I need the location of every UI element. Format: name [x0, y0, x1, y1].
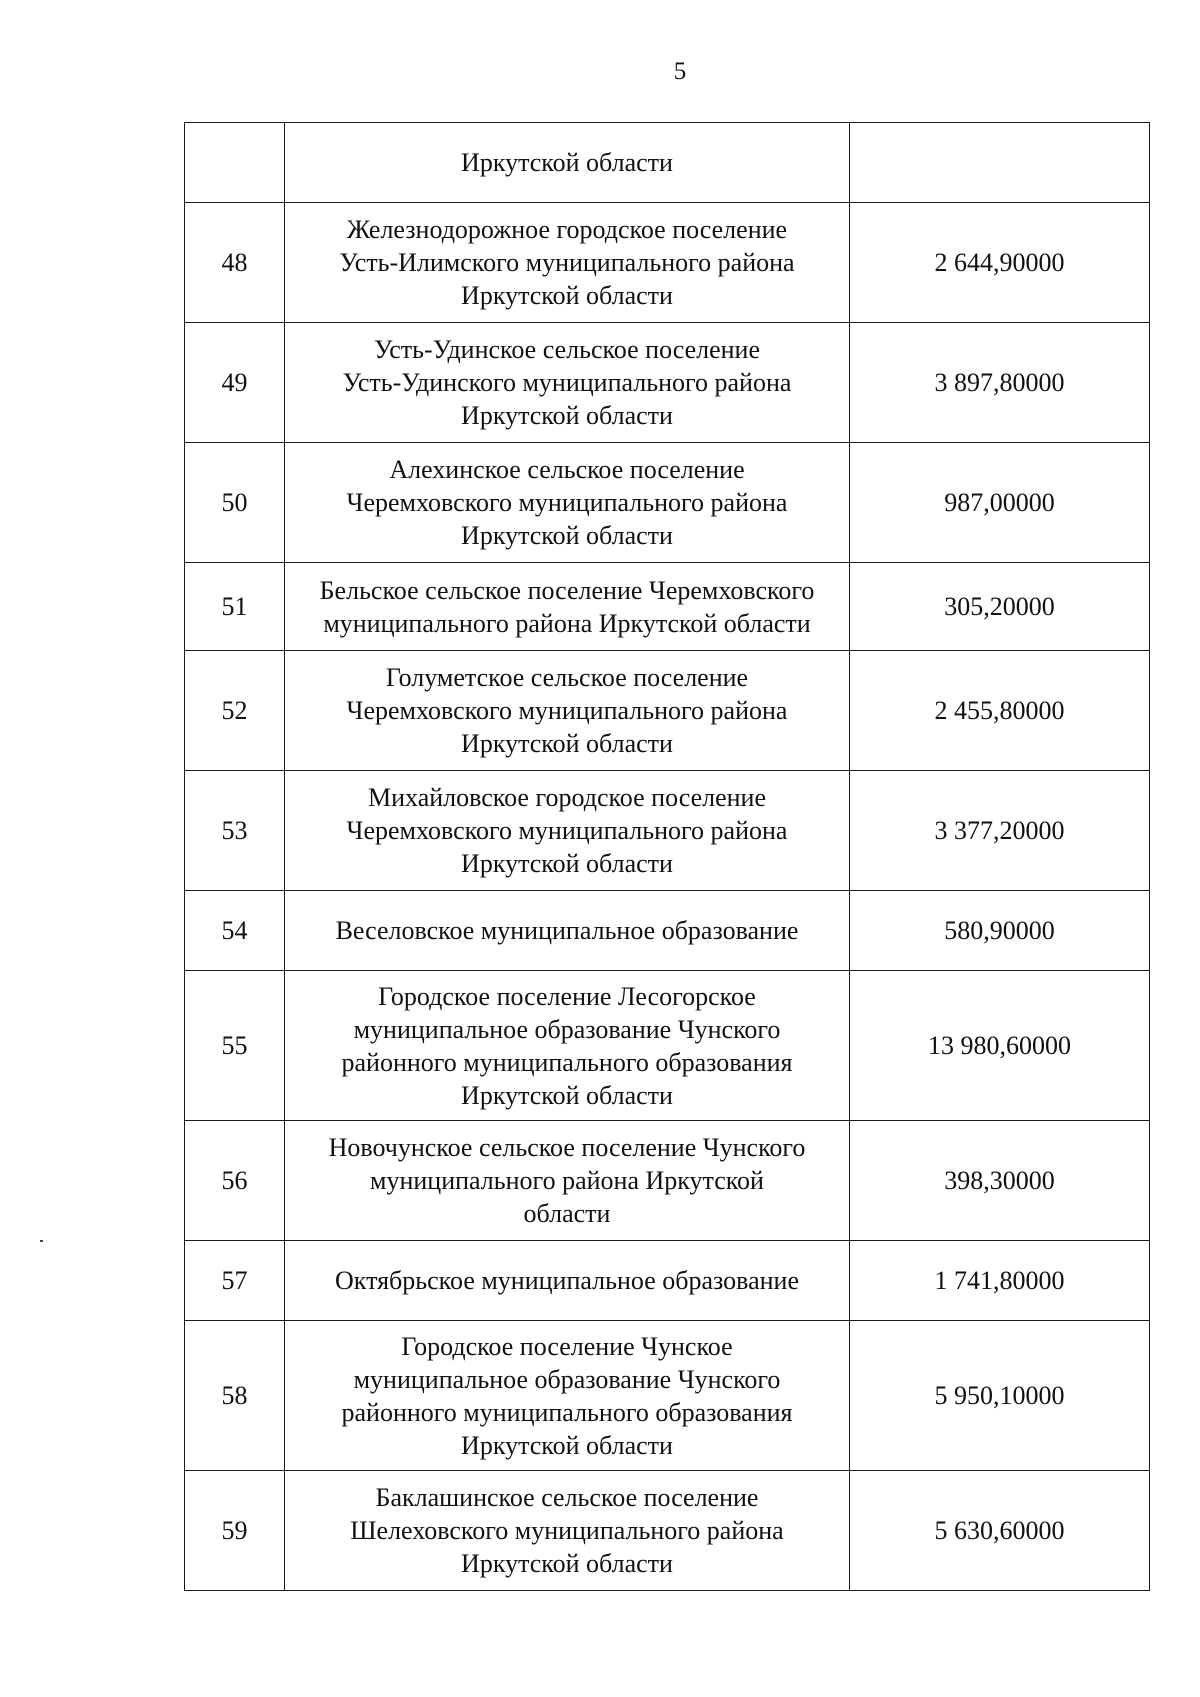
table-row — [185, 443, 1150, 563]
amount-cell: 2 455,80000 — [850, 651, 1150, 771]
amount-cell: 580,90000 — [850, 891, 1150, 971]
name-line: Бельское сельское поселение Черемховского — [319, 575, 815, 605]
name-line: области — [523, 1199, 611, 1228]
amount-cell: 987,00000 — [850, 443, 1150, 563]
row-number-cell: 56 — [185, 1121, 285, 1241]
row-number-cell: 48 — [185, 203, 285, 323]
amount-cell: 398,30000 — [850, 1121, 1150, 1241]
name-line: Иркутской области — [461, 401, 673, 430]
row-number-cell: 57 — [185, 1241, 285, 1321]
table-row — [185, 563, 1150, 651]
name-line: Октябрьское муниципальное образование — [335, 1266, 799, 1295]
name-line: муниципальное образование Чунского — [353, 1014, 781, 1044]
municipality-name-cell — [285, 1121, 850, 1241]
table-row — [185, 1121, 1150, 1241]
margin-speck — [40, 1240, 43, 1242]
row-number-cell: 52 — [185, 651, 285, 771]
table-row — [185, 1241, 1150, 1321]
name-line: муниципальное образование Чунского — [353, 1364, 781, 1394]
page-number: 5 — [673, 58, 687, 85]
row-number-cell: 59 — [185, 1471, 285, 1591]
table-row — [185, 771, 1150, 891]
amount-cell: 2 644,90000 — [850, 203, 1150, 323]
name-line: Баклашинское сельское поселение — [375, 1483, 759, 1512]
name-line: Иркутской области — [461, 281, 673, 310]
name-line: Городское поселение Лесогорское — [378, 981, 756, 1011]
allocation-table — [184, 122, 1150, 1591]
name-line: Новочунское сельское поселение Чунского — [328, 1133, 806, 1162]
name-line: Иркутской области — [461, 849, 673, 878]
row-number-cell: 50 — [185, 443, 285, 563]
table-row — [185, 323, 1150, 443]
table-row — [185, 971, 1150, 1121]
row-number-cell: 49 — [185, 323, 285, 443]
row-number-cell — [185, 123, 285, 203]
row-number-cell: 53 — [185, 771, 285, 891]
name-line: Черемховского муниципального района — [346, 696, 788, 725]
municipality-name-cell — [285, 443, 850, 563]
amount-cell: 305,20000 — [850, 563, 1150, 651]
row-number-cell: 51 — [185, 563, 285, 651]
name-line: районного муниципального образования — [341, 1047, 793, 1077]
amount-cell: 3 897,80000 — [850, 323, 1150, 443]
table-row — [185, 891, 1150, 971]
table-row — [185, 203, 1150, 323]
row-number-cell: 55 — [185, 971, 285, 1121]
name-line: Иркутской области — [461, 1549, 673, 1578]
name-line: Алехинское сельское поселение — [389, 455, 745, 484]
name-line: Шелеховского муниципального района — [350, 1516, 784, 1545]
municipality-name-cell — [285, 651, 850, 771]
amount-cell — [850, 123, 1150, 203]
municipality-name-cell — [285, 1471, 850, 1591]
name-line: Усть-Удинского муниципального района — [342, 368, 792, 397]
name-line: Усть-Удинское сельское поселение — [373, 335, 760, 364]
municipality-name-cell — [285, 563, 850, 651]
municipality-name-cell — [285, 1241, 850, 1321]
name-line: муниципального района Иркутской области — [323, 608, 811, 638]
row-number-cell: 58 — [185, 1321, 285, 1471]
municipality-name-cell — [285, 1321, 850, 1471]
name-line: Черемховского муниципального района — [346, 488, 788, 517]
municipality-name-cell — [285, 971, 850, 1121]
table-row — [185, 1471, 1150, 1591]
name-line: Иркутской области — [461, 148, 673, 177]
name-line: муниципального района Иркутской — [370, 1166, 764, 1195]
municipality-name-cell — [285, 891, 850, 971]
amount-cell: 13 980,60000 — [850, 971, 1150, 1121]
name-line: Усть-Илимского муниципального района — [339, 248, 795, 277]
name-line: районного муниципального образования — [341, 1397, 793, 1427]
row-number-cell: 54 — [185, 891, 285, 971]
table-row — [185, 123, 1150, 203]
name-line: Михайловское городское поселение — [368, 783, 766, 812]
name-line: Городское поселение Чунское — [401, 1331, 733, 1361]
amount-cell: 3 377,20000 — [850, 771, 1150, 891]
amount-cell: 5 630,60000 — [850, 1471, 1150, 1591]
municipality-name-cell — [285, 771, 850, 891]
name-line: Иркутской области — [461, 729, 673, 758]
table-row — [185, 1321, 1150, 1471]
name-line: Иркутской области — [461, 1430, 673, 1460]
name-line: Иркутской области — [461, 1080, 673, 1110]
name-line: Голуметское сельское поселение — [385, 663, 749, 692]
amount-cell: 1 741,80000 — [850, 1241, 1150, 1321]
municipality-name-cell — [285, 123, 850, 203]
municipality-name-cell — [285, 323, 850, 443]
name-line: Черемховского муниципального района — [346, 816, 788, 845]
amount-cell: 5 950,10000 — [850, 1321, 1150, 1471]
name-line: Железнодорожное городское поселение — [346, 215, 788, 244]
municipality-name-cell — [285, 203, 850, 323]
name-line: Иркутской области — [461, 521, 673, 550]
table-row — [185, 651, 1150, 771]
name-line: Веселовское муниципальное образование — [335, 916, 799, 945]
